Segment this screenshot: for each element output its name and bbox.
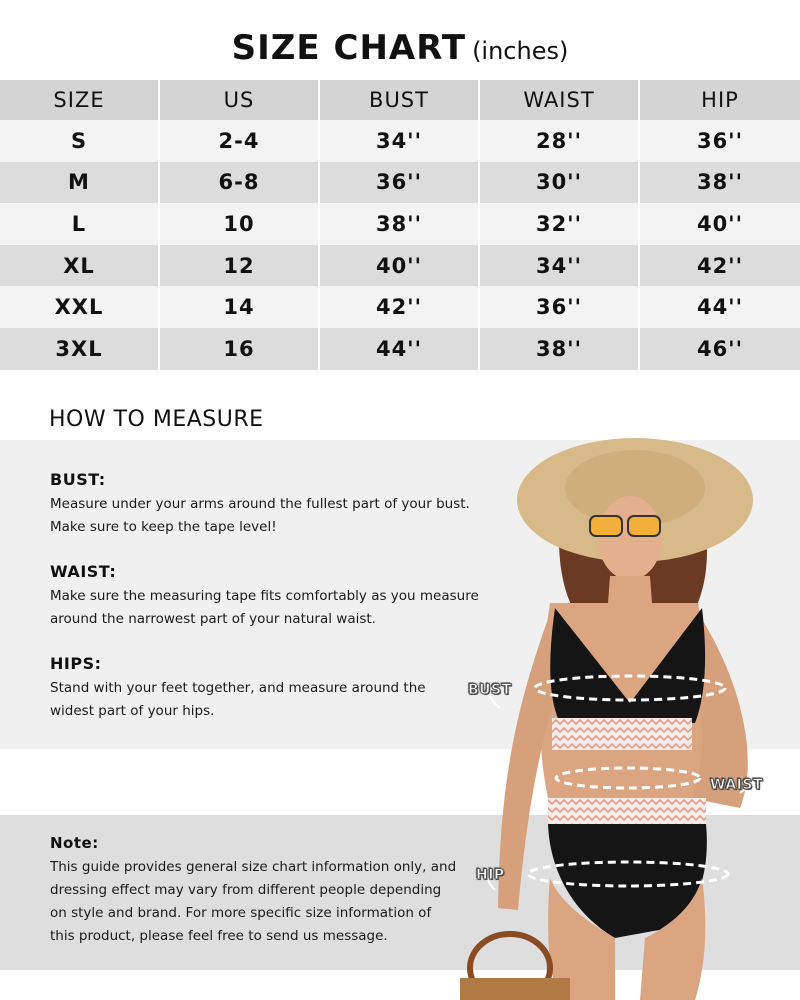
hips-line: widest part of your hips. — [50, 703, 215, 719]
waist-line: Make sure the measuring tape fits comfortably as you measure — [50, 588, 479, 604]
col-header-size: SIZE — [0, 80, 160, 120]
size-chart-title — [0, 28, 800, 68]
col-header-bust: BUST — [320, 80, 480, 120]
cell-waist: 32'' — [480, 203, 640, 245]
hips-heading: HIPS: — [50, 654, 102, 673]
title-unit: (inches) — [472, 37, 569, 65]
table-row — [0, 328, 800, 370]
table-header-row — [0, 80, 800, 120]
cell-waist: 38'' — [480, 328, 640, 370]
bust-line: Measure under your arms around the fullest part of your bust. — [50, 496, 470, 512]
cell-hip: 42'' — [640, 245, 800, 287]
waist-heading: WAIST: — [50, 562, 117, 581]
size-table — [0, 80, 800, 370]
table-row — [0, 120, 800, 162]
cell-us: 12 — [160, 245, 320, 287]
cell-hip: 38'' — [640, 162, 800, 204]
cell-bust: 42'' — [320, 286, 480, 328]
cell-bust: 44'' — [320, 328, 480, 370]
model-illustration — [440, 438, 800, 1000]
title-main: SIZE CHART — [231, 28, 467, 68]
bottom-band — [548, 798, 706, 824]
sunglasses-icon — [590, 516, 622, 536]
face-shape — [598, 496, 662, 580]
cell-bust: 38'' — [320, 203, 480, 245]
table-row — [0, 162, 800, 204]
cell-bust: 34'' — [320, 120, 480, 162]
cell-us: 6-8 — [160, 162, 320, 204]
cell-hip: 40'' — [640, 203, 800, 245]
table-row — [0, 286, 800, 328]
cell-us: 14 — [160, 286, 320, 328]
cell-bust: 40'' — [320, 245, 480, 287]
cell-waist: 34'' — [480, 245, 640, 287]
note-line: on style and brand. For more specific size information of — [50, 905, 432, 921]
cell-hip: 36'' — [640, 120, 800, 162]
bust-instructions — [50, 470, 480, 539]
cell-size: L — [0, 203, 160, 245]
cell-size: S — [0, 120, 160, 162]
model-figure-svg — [440, 438, 800, 1000]
table-row — [0, 203, 800, 245]
bust-line: Make sure to keep the tape level! — [50, 519, 277, 535]
cell-hip: 44'' — [640, 286, 800, 328]
col-header-us: US — [160, 80, 320, 120]
waist-instructions — [50, 562, 480, 631]
col-header-waist: WAIST — [480, 80, 640, 120]
cell-us: 10 — [160, 203, 320, 245]
table-row — [0, 245, 800, 287]
how-to-measure-heading: HOW TO MEASURE — [49, 407, 264, 432]
cell-waist: 36'' — [480, 286, 640, 328]
cell-us: 16 — [160, 328, 320, 370]
cell-waist: 30'' — [480, 162, 640, 204]
cell-size: 3XL — [0, 328, 160, 370]
note-line: this product, please feel free to send us message. — [50, 928, 388, 944]
note-line: This guide provides general size chart information only, and — [50, 859, 457, 875]
hips-line: Stand with your feet together, and measure around the — [50, 680, 426, 696]
cell-us: 2-4 — [160, 120, 320, 162]
cell-size: M — [0, 162, 160, 204]
note-line: dressing effect may vary from different people depending — [50, 882, 442, 898]
cell-bust: 36'' — [320, 162, 480, 204]
cell-hip: 46'' — [640, 328, 800, 370]
cell-waist: 28'' — [480, 120, 640, 162]
bikini-band — [552, 718, 692, 750]
col-header-hip: HIP — [640, 80, 800, 120]
note-heading: Note: — [50, 834, 99, 852]
hip-label: HIP — [476, 867, 505, 883]
bust-label: BUST — [468, 682, 512, 698]
waist-line: around the narrowest part of your natural waist. — [50, 611, 376, 627]
cell-size: XXL — [0, 286, 160, 328]
cell-size: XL — [0, 245, 160, 287]
waist-label: WAIST — [710, 777, 763, 793]
note-section — [50, 834, 480, 948]
bust-heading: BUST: — [50, 470, 106, 489]
hips-instructions — [50, 654, 480, 723]
